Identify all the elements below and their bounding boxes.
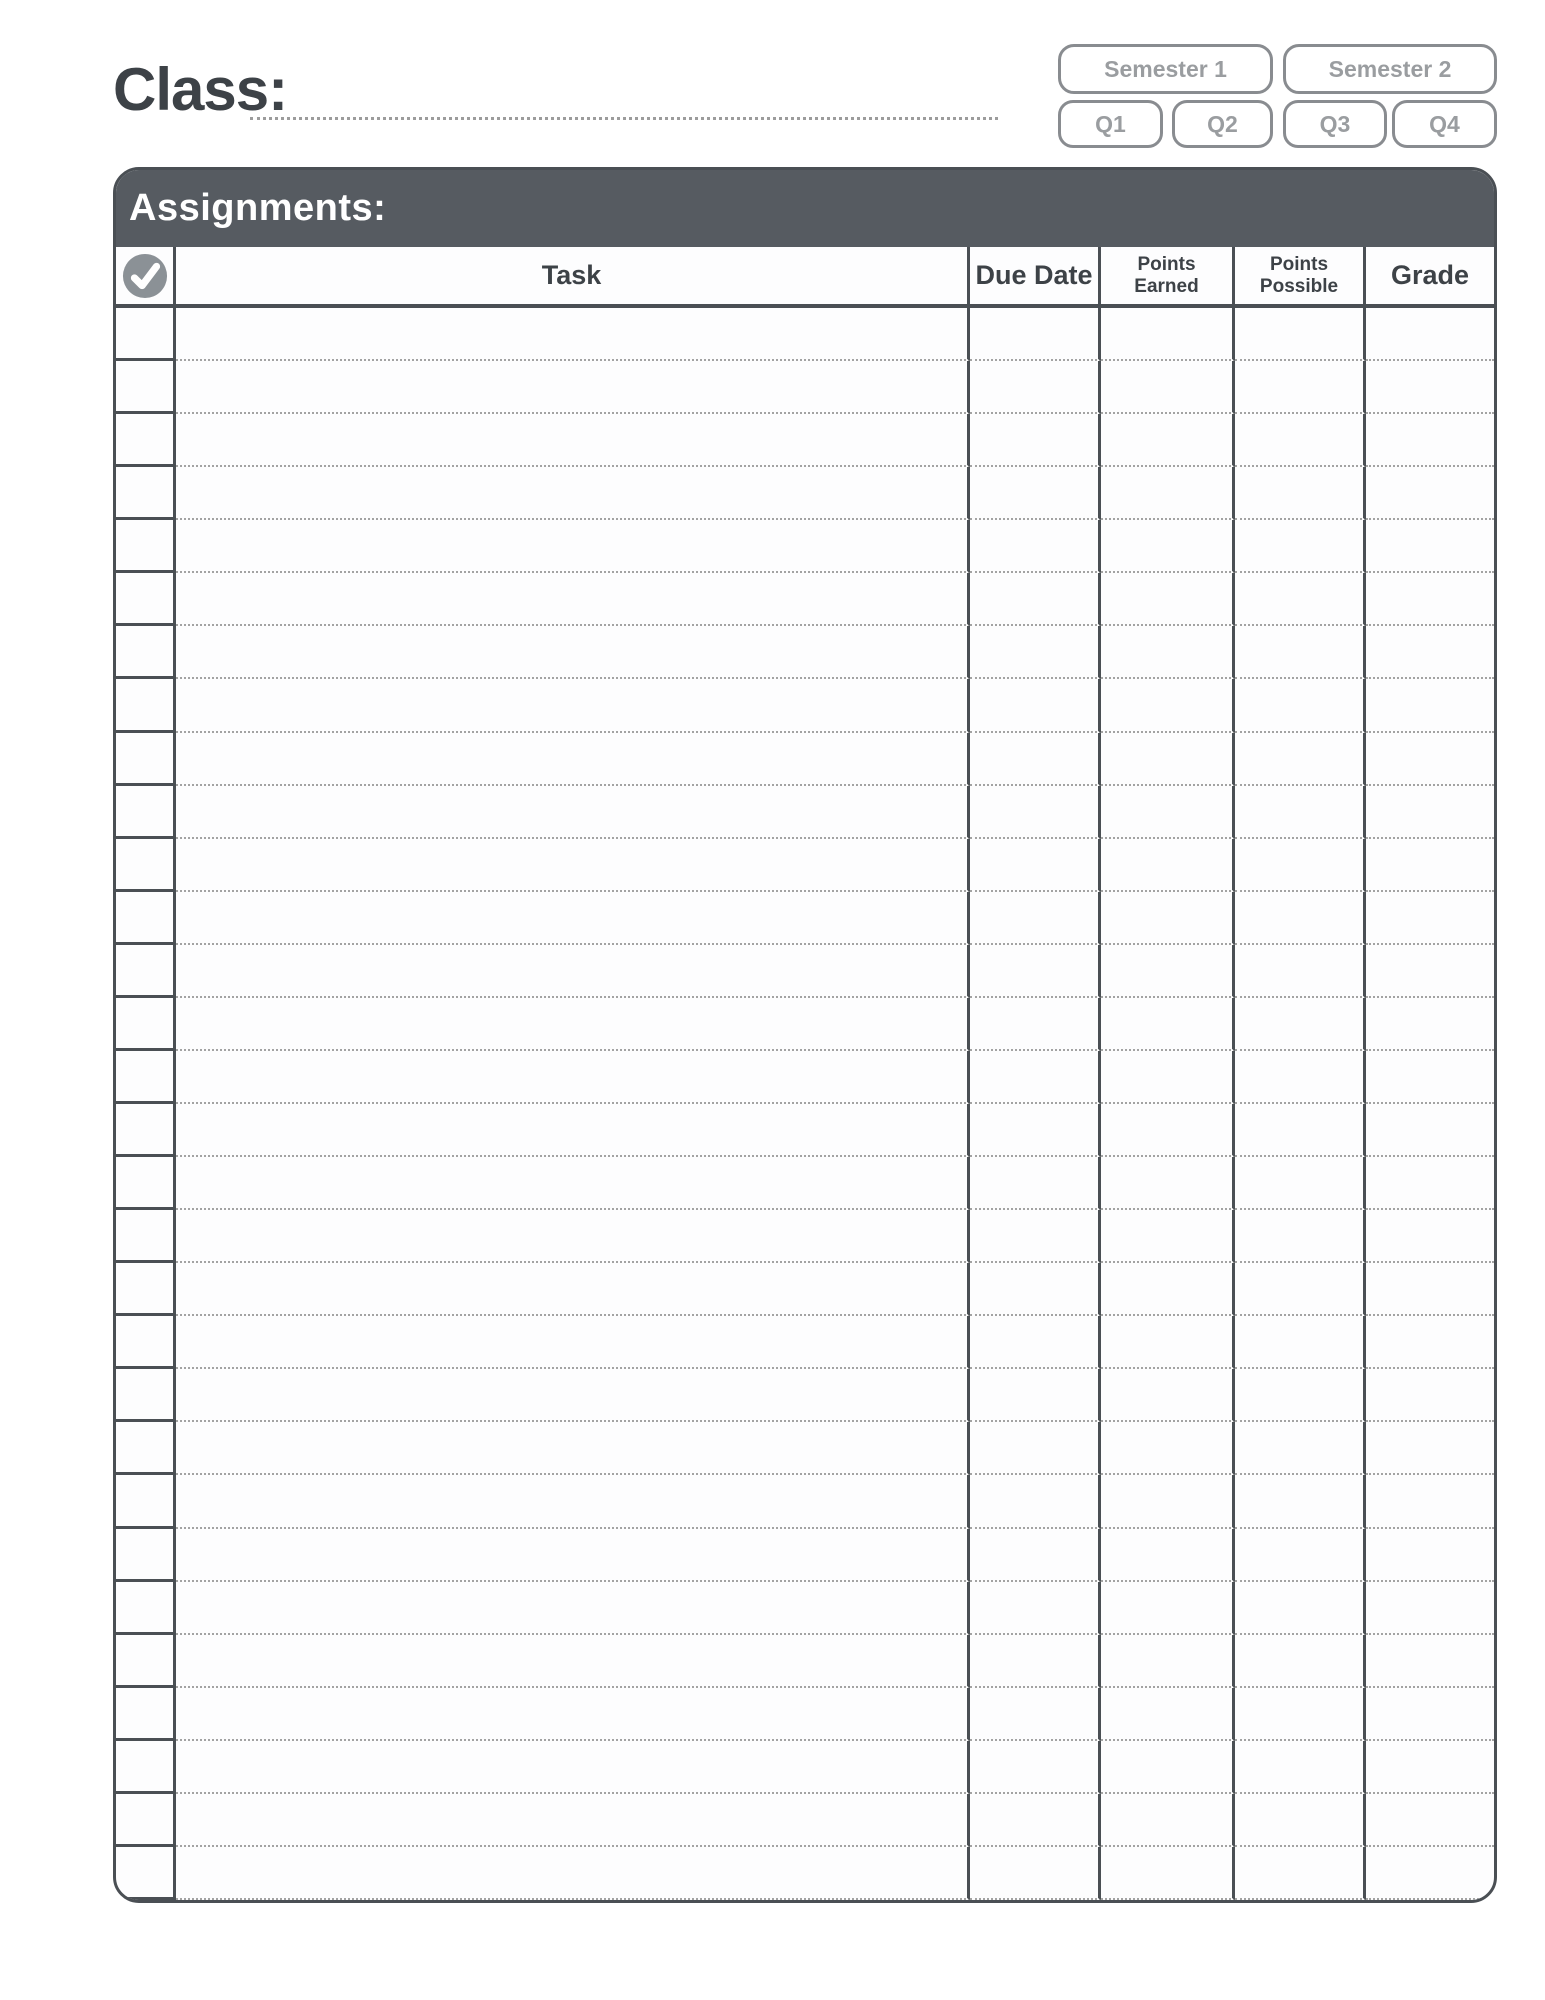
points-possible-cell[interactable] <box>1235 1635 1366 1688</box>
points-earned-cell[interactable] <box>1101 1104 1235 1157</box>
assignments-title: Assignments: <box>129 187 387 229</box>
table-row <box>116 998 1494 1051</box>
points-earned-cell[interactable] <box>1101 308 1235 361</box>
task-cell[interactable] <box>176 308 970 361</box>
grade-cell[interactable] <box>1366 626 1494 679</box>
check-circle-icon <box>122 253 168 299</box>
points-possible-cell[interactable] <box>1235 1794 1366 1847</box>
task-cell[interactable] <box>176 1369 970 1422</box>
due-date-cell[interactable] <box>970 467 1101 520</box>
points-earned-cell[interactable] <box>1101 839 1235 892</box>
table-row <box>116 1475 1494 1528</box>
due-date-cell[interactable] <box>970 1369 1101 1422</box>
due-date-cell[interactable] <box>970 1475 1101 1528</box>
table-row <box>116 1104 1494 1157</box>
due-date-cell[interactable] <box>970 1263 1101 1316</box>
class-name-write-line[interactable] <box>250 70 998 120</box>
due-date-cell[interactable] <box>970 1316 1101 1369</box>
task-cell[interactable] <box>176 626 970 679</box>
grade-cell[interactable] <box>1366 1051 1494 1104</box>
task-cell[interactable] <box>176 1529 970 1582</box>
row-checkbox-cell[interactable] <box>116 308 176 361</box>
points-possible-cell[interactable] <box>1235 945 1366 998</box>
points-possible-cell[interactable] <box>1235 1847 1366 1900</box>
grade-cell[interactable] <box>1366 1794 1494 1847</box>
points-earned-cell[interactable] <box>1101 1635 1235 1688</box>
semester-2-button[interactable]: Semester 2 <box>1283 44 1497 94</box>
row-checkbox-cell[interactable] <box>116 1210 176 1263</box>
due-date-column-header: Due Date <box>970 247 1101 304</box>
points-earned-cell[interactable] <box>1101 520 1235 573</box>
points-earned-cell[interactable] <box>1101 626 1235 679</box>
points-earned-cell[interactable] <box>1101 1157 1235 1210</box>
points-possible-cell[interactable] <box>1235 1210 1366 1263</box>
task-cell[interactable] <box>176 1051 970 1104</box>
table-row <box>116 679 1494 732</box>
task-cell[interactable] <box>176 573 970 626</box>
points-possible-cell[interactable] <box>1235 998 1366 1051</box>
points-possible-cell[interactable] <box>1235 467 1366 520</box>
table-body <box>116 308 1494 1900</box>
points-possible-cell[interactable] <box>1235 1475 1366 1528</box>
table-row <box>116 1422 1494 1475</box>
points-possible-cell[interactable] <box>1235 414 1366 467</box>
points-possible-cell[interactable] <box>1235 1369 1366 1422</box>
grade-cell[interactable] <box>1366 945 1494 998</box>
points-earned-cell[interactable] <box>1101 1369 1235 1422</box>
task-cell[interactable] <box>176 520 970 573</box>
task-cell[interactable] <box>176 1263 970 1316</box>
task-cell[interactable] <box>176 1422 970 1475</box>
grade-cell[interactable] <box>1366 786 1494 839</box>
task-cell[interactable] <box>176 945 970 998</box>
table-row <box>116 1794 1494 1847</box>
due-date-cell[interactable] <box>970 414 1101 467</box>
table-row <box>116 626 1494 679</box>
task-cell[interactable] <box>176 1688 970 1741</box>
task-cell[interactable] <box>176 733 970 786</box>
points-earned-cell[interactable] <box>1101 1316 1235 1369</box>
due-date-cell[interactable] <box>970 679 1101 732</box>
points-earned-line1: Points <box>1137 253 1196 275</box>
grade-cell[interactable] <box>1366 1422 1494 1475</box>
task-cell[interactable] <box>176 361 970 414</box>
table-row <box>116 839 1494 892</box>
points-possible-cell[interactable] <box>1235 1157 1366 1210</box>
points-possible-cell[interactable] <box>1235 1051 1366 1104</box>
task-cell[interactable] <box>176 1582 970 1635</box>
class-label: Class: <box>113 56 288 123</box>
due-date-cell[interactable] <box>970 308 1101 361</box>
row-checkbox-cell[interactable] <box>116 733 176 786</box>
points-earned-cell[interactable] <box>1101 786 1235 839</box>
due-date-cell[interactable] <box>970 1210 1101 1263</box>
table-row <box>116 1263 1494 1316</box>
grade-cell[interactable] <box>1366 892 1494 945</box>
points-earned-cell[interactable] <box>1101 733 1235 786</box>
grade-cell[interactable] <box>1366 1263 1494 1316</box>
due-date-cell[interactable] <box>970 361 1101 414</box>
points-possible-column-header <box>1235 247 1366 304</box>
points-possible-cell[interactable] <box>1235 1104 1366 1157</box>
row-checkbox-cell[interactable] <box>116 1475 176 1528</box>
points-possible-cell[interactable] <box>1235 1263 1366 1316</box>
row-checkbox-cell[interactable] <box>116 467 176 520</box>
points-possible-cell[interactable] <box>1235 679 1366 732</box>
table-row <box>116 1582 1494 1635</box>
row-checkbox-cell[interactable] <box>116 1688 176 1741</box>
quarter-3-button[interactable]: Q3 <box>1283 100 1387 148</box>
table-row <box>116 467 1494 520</box>
row-checkbox-cell[interactable] <box>116 998 176 1051</box>
grade-cell[interactable] <box>1366 1741 1494 1794</box>
points-possible-cell[interactable] <box>1235 1316 1366 1369</box>
task-cell[interactable] <box>176 1157 970 1210</box>
table-row <box>116 520 1494 573</box>
due-date-cell[interactable] <box>970 1688 1101 1741</box>
points-possible-line1: Points <box>1269 253 1329 275</box>
semester-1-button[interactable]: Semester 1 <box>1058 44 1273 94</box>
grade-cell[interactable] <box>1366 308 1494 361</box>
table-row <box>116 1051 1494 1104</box>
grade-cell[interactable] <box>1366 1475 1494 1528</box>
points-earned-cell[interactable] <box>1101 1582 1235 1635</box>
grade-cell[interactable] <box>1366 520 1494 573</box>
table-row <box>116 1635 1494 1688</box>
table-row <box>116 308 1494 361</box>
due-date-cell[interactable] <box>970 998 1101 1051</box>
points-possible-cell[interactable] <box>1235 839 1366 892</box>
table-header-row <box>116 247 1494 308</box>
grade-cell[interactable] <box>1366 361 1494 414</box>
task-cell[interactable] <box>176 1794 970 1847</box>
task-cell[interactable] <box>176 892 970 945</box>
table-row <box>116 1529 1494 1582</box>
task-cell[interactable] <box>176 414 970 467</box>
row-checkbox-cell[interactable] <box>116 1369 176 1422</box>
task-cell[interactable] <box>176 1635 970 1688</box>
task-cell[interactable] <box>176 1316 970 1369</box>
points-earned-cell[interactable] <box>1101 573 1235 626</box>
points-possible-cell[interactable] <box>1235 892 1366 945</box>
row-checkbox-cell[interactable] <box>116 1635 176 1688</box>
due-date-cell[interactable] <box>970 520 1101 573</box>
task-cell[interactable] <box>176 998 970 1051</box>
due-date-cell[interactable] <box>970 1157 1101 1210</box>
task-cell[interactable] <box>176 1104 970 1157</box>
table-row <box>116 414 1494 467</box>
grade-cell[interactable] <box>1366 1582 1494 1635</box>
points-earned-cell[interactable] <box>1101 467 1235 520</box>
points-earned-cell[interactable] <box>1101 679 1235 732</box>
table-row <box>116 1210 1494 1263</box>
due-date-cell[interactable] <box>970 1741 1101 1794</box>
points-possible-cell[interactable] <box>1235 1688 1366 1741</box>
grade-cell[interactable] <box>1366 679 1494 732</box>
points-earned-cell[interactable] <box>1101 414 1235 467</box>
grade-cell[interactable] <box>1366 1847 1494 1900</box>
due-date-cell[interactable] <box>970 1847 1101 1900</box>
points-possible-cell[interactable] <box>1235 1529 1366 1582</box>
points-earned-cell[interactable] <box>1101 361 1235 414</box>
table-row <box>116 1741 1494 1794</box>
points-earned-cell[interactable] <box>1101 1741 1235 1794</box>
points-earned-column-header <box>1101 247 1235 304</box>
row-checkbox-cell[interactable] <box>116 1157 176 1210</box>
table-row <box>116 1157 1494 1210</box>
due-date-cell[interactable] <box>970 1635 1101 1688</box>
points-earned-cell[interactable] <box>1101 892 1235 945</box>
row-checkbox-cell[interactable] <box>116 573 176 626</box>
quarter-2-button[interactable]: Q2 <box>1172 100 1273 148</box>
due-date-cell[interactable] <box>970 573 1101 626</box>
grade-cell[interactable] <box>1366 1104 1494 1157</box>
row-checkbox-cell[interactable] <box>116 1422 176 1475</box>
table-row <box>116 1369 1494 1422</box>
points-earned-cell[interactable] <box>1101 1688 1235 1741</box>
points-possible-cell[interactable] <box>1235 626 1366 679</box>
grade-cell[interactable] <box>1366 1635 1494 1688</box>
row-checkbox-cell[interactable] <box>116 1051 176 1104</box>
table-row <box>116 1847 1494 1900</box>
due-date-cell[interactable] <box>970 945 1101 998</box>
points-possible-cell[interactable] <box>1235 1741 1366 1794</box>
grade-cell[interactable] <box>1366 467 1494 520</box>
points-possible-cell[interactable] <box>1235 361 1366 414</box>
task-cell[interactable] <box>176 1847 970 1900</box>
due-date-cell[interactable] <box>970 1051 1101 1104</box>
row-checkbox-cell[interactable] <box>116 786 176 839</box>
row-checkbox-cell[interactable] <box>116 1741 176 1794</box>
due-date-cell[interactable] <box>970 1794 1101 1847</box>
task-column-header: Task <box>176 247 970 304</box>
table-row <box>116 733 1494 786</box>
points-earned-cell[interactable] <box>1101 998 1235 1051</box>
row-checkbox-cell[interactable] <box>116 1104 176 1157</box>
grade-cell[interactable] <box>1366 414 1494 467</box>
grade-cell[interactable] <box>1366 573 1494 626</box>
points-possible-cell[interactable] <box>1235 308 1366 361</box>
table-row <box>116 573 1494 626</box>
points-possible-cell[interactable] <box>1235 573 1366 626</box>
grade-cell[interactable] <box>1366 1210 1494 1263</box>
task-cell[interactable] <box>176 467 970 520</box>
due-date-cell[interactable] <box>970 892 1101 945</box>
points-possible-cell[interactable] <box>1235 1582 1366 1635</box>
grade-cell[interactable] <box>1366 1369 1494 1422</box>
points-possible-cell[interactable] <box>1235 786 1366 839</box>
due-date-cell[interactable] <box>970 1582 1101 1635</box>
grade-cell[interactable] <box>1366 1529 1494 1582</box>
grade-cell[interactable] <box>1366 1316 1494 1369</box>
grade-column-header: Grade <box>1390 260 1470 290</box>
due-date-cell[interactable] <box>970 1529 1101 1582</box>
row-checkbox-cell[interactable] <box>116 1263 176 1316</box>
row-checkbox-cell[interactable] <box>116 414 176 467</box>
task-cell[interactable] <box>176 1475 970 1528</box>
row-checkbox-cell[interactable] <box>116 679 176 732</box>
row-checkbox-cell[interactable] <box>116 361 176 414</box>
assignments-titlebar <box>116 170 1494 247</box>
grade-cell[interactable] <box>1366 998 1494 1051</box>
points-earned-cell[interactable] <box>1101 1210 1235 1263</box>
task-cell[interactable] <box>176 1210 970 1263</box>
row-checkbox-cell[interactable] <box>116 839 176 892</box>
quarter-1-button[interactable]: Q1 <box>1058 100 1163 148</box>
row-checkbox-cell[interactable] <box>116 1529 176 1582</box>
points-earned-cell[interactable] <box>1101 1422 1235 1475</box>
task-cell[interactable] <box>176 839 970 892</box>
grade-cell[interactable] <box>1366 1157 1494 1210</box>
grade-cell[interactable] <box>1366 1688 1494 1741</box>
due-date-cell[interactable] <box>970 733 1101 786</box>
row-checkbox-cell[interactable] <box>116 945 176 998</box>
task-cell[interactable] <box>176 786 970 839</box>
quarter-4-button[interactable]: Q4 <box>1392 100 1497 148</box>
due-date-cell[interactable] <box>970 1422 1101 1475</box>
due-date-cell[interactable] <box>970 786 1101 839</box>
row-checkbox-cell[interactable] <box>116 1316 176 1369</box>
due-date-cell[interactable] <box>970 839 1101 892</box>
points-earned-cell[interactable] <box>1101 1847 1235 1900</box>
table-row <box>116 1688 1494 1741</box>
task-cell[interactable] <box>176 1741 970 1794</box>
table-row <box>116 945 1494 998</box>
points-earned-cell[interactable] <box>1101 945 1235 998</box>
points-earned-cell[interactable] <box>1101 1051 1235 1104</box>
row-checkbox-cell[interactable] <box>116 1794 176 1847</box>
points-possible-line2: Possible <box>1259 275 1339 297</box>
task-cell[interactable] <box>176 679 970 732</box>
table-row <box>116 892 1494 945</box>
points-possible-cell[interactable] <box>1235 520 1366 573</box>
due-date-cell[interactable] <box>970 626 1101 679</box>
row-checkbox-cell[interactable] <box>116 1582 176 1635</box>
points-earned-cell[interactable] <box>1101 1263 1235 1316</box>
table-row <box>116 361 1494 414</box>
points-earned-line2: Earned <box>1134 275 1199 297</box>
assignments-table <box>113 167 1497 1903</box>
row-checkbox-cell[interactable] <box>116 626 176 679</box>
grade-cell[interactable] <box>1366 839 1494 892</box>
points-earned-cell[interactable] <box>1101 1794 1235 1847</box>
points-earned-cell[interactable] <box>1101 1529 1235 1582</box>
row-checkbox-cell[interactable] <box>116 892 176 945</box>
row-checkbox-cell[interactable] <box>116 1847 176 1900</box>
table-row <box>116 786 1494 839</box>
points-earned-cell[interactable] <box>1101 1475 1235 1528</box>
table-row <box>116 1316 1494 1369</box>
due-date-cell[interactable] <box>970 1104 1101 1157</box>
grade-cell[interactable] <box>1366 733 1494 786</box>
row-checkbox-cell[interactable] <box>116 520 176 573</box>
points-possible-cell[interactable] <box>1235 1422 1366 1475</box>
points-possible-cell[interactable] <box>1235 733 1366 786</box>
check-column-header <box>116 247 176 304</box>
